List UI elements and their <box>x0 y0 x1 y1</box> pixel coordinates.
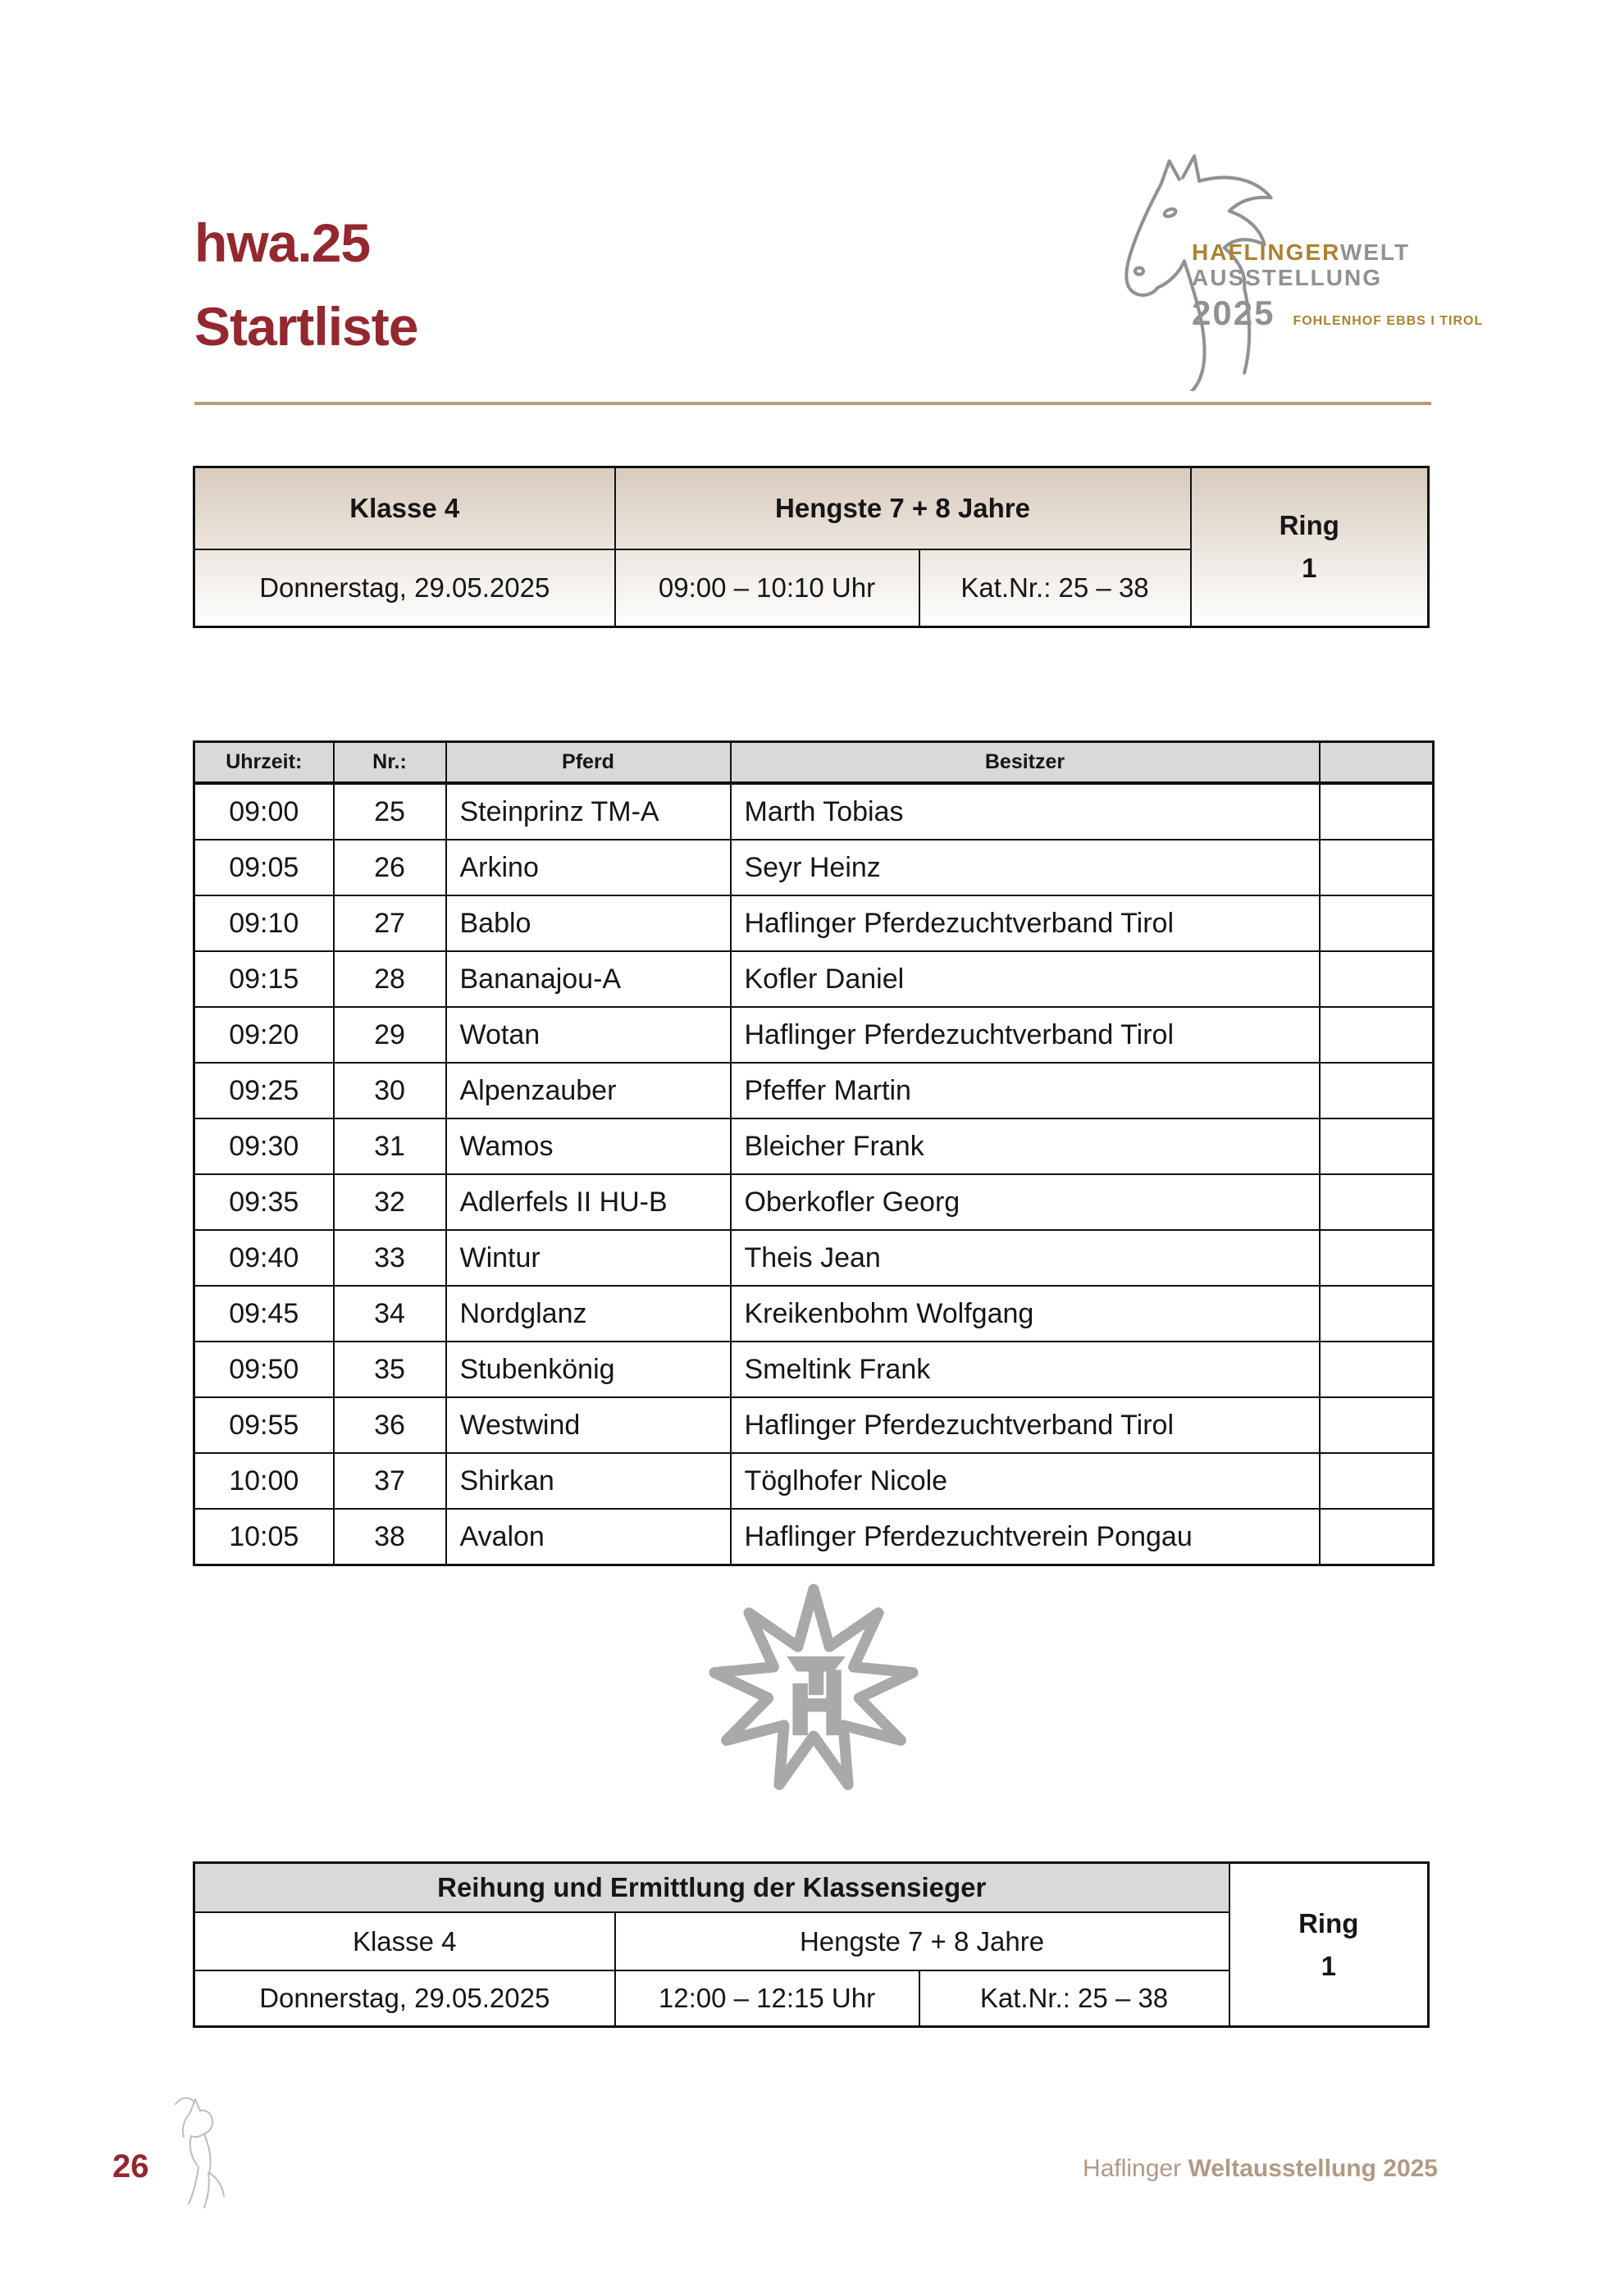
horse-name: Bablo <box>446 895 731 951</box>
logo-word-ausstellung: AUSSTELLUNG <box>1192 265 1382 290</box>
table-row <box>194 1230 1434 1286</box>
catalog-number: 26 <box>334 840 446 895</box>
horse-name: Stubenkönig <box>446 1342 731 1397</box>
ring-cell <box>1191 467 1429 627</box>
footer-brand-normal: Haflinger <box>1083 2155 1182 2182</box>
horse-name: Shirkan <box>446 1453 731 1509</box>
ranking-class-label: Klasse 4 <box>194 1912 615 1970</box>
table-row <box>194 1063 1434 1118</box>
notes-cell <box>1320 1509 1434 1565</box>
start-time: 09:05 <box>194 840 334 895</box>
start-time: 09:50 <box>194 1342 334 1397</box>
catalog-number: 32 <box>334 1174 446 1230</box>
col-header-time: Uhrzeit: <box>194 742 334 784</box>
notes-cell <box>1320 1286 1434 1342</box>
ranking-table <box>193 1861 1430 2028</box>
owner-name: Töglhofer Nicole <box>731 1453 1320 1509</box>
table-row <box>194 1453 1434 1509</box>
catalog-number: 30 <box>334 1063 446 1118</box>
table-row <box>194 1509 1434 1565</box>
catalog-number: 25 <box>334 783 446 840</box>
catalog-number: 34 <box>334 1286 446 1342</box>
catalog-number: 36 <box>334 1397 446 1453</box>
col-header-owner: Besitzer <box>731 742 1320 784</box>
table-row <box>194 840 1434 895</box>
notes-cell <box>1320 1397 1434 1453</box>
col-header-horse: Pferd <box>446 742 731 784</box>
notes-cell <box>1320 951 1434 1007</box>
footer-brand-bold: Weltausstellung 2025 <box>1188 2155 1438 2182</box>
logo-word-haflinger: HAFLINGER <box>1192 239 1340 265</box>
notes-cell <box>1320 1230 1434 1286</box>
notes-cell <box>1320 1063 1434 1118</box>
edelweiss-brand-watermark-icon <box>707 1581 920 1801</box>
event-logo <box>1087 141 1484 391</box>
owner-name: Kreikenbohm Wolfgang <box>731 1286 1320 1342</box>
logo-venue: FOHLENHOF EBBS I TIROL <box>1293 314 1484 328</box>
owner-name: Marth Tobias <box>731 783 1320 840</box>
ranking-date: Donnerstag, 29.05.2025 <box>194 1970 615 2027</box>
notes-cell <box>1320 1007 1434 1063</box>
page-title-line2: Startliste <box>194 296 418 357</box>
footer-brand <box>1083 2155 1438 2183</box>
start-time: 09:40 <box>194 1230 334 1286</box>
ring-label: Ring <box>1279 510 1339 540</box>
logo-wordmark <box>1192 239 1483 333</box>
startlist-header-row <box>194 742 1434 784</box>
start-time: 09:10 <box>194 895 334 951</box>
owner-name: Haflinger Pferdezuchtverband Tirol <box>731 895 1320 951</box>
page-title <box>194 201 417 368</box>
col-header-nr: Nr.: <box>334 742 446 784</box>
logo-word-welt: WELT <box>1339 239 1411 265</box>
horse-name: Wintur <box>446 1230 731 1286</box>
logo-year: 2025 <box>1192 294 1275 332</box>
table-row <box>194 1342 1434 1397</box>
horse-name: Nordglanz <box>446 1286 731 1342</box>
catalog-number: 29 <box>334 1007 446 1063</box>
start-time: 09:15 <box>194 951 334 1007</box>
ranking-title: Reihung und Ermittlung der Klassensieger <box>194 1863 1229 1913</box>
horse-name: Avalon <box>446 1509 731 1565</box>
owner-name: Oberkofler Georg <box>731 1174 1320 1230</box>
start-time: 09:20 <box>194 1007 334 1063</box>
notes-cell <box>1320 1174 1434 1230</box>
page-number: 26 <box>112 2148 149 2184</box>
notes-cell <box>1320 1453 1434 1509</box>
ranking-ring-cell <box>1229 1863 1429 2027</box>
table-row <box>194 1174 1434 1230</box>
ring-label: Ring <box>1298 1907 1359 1938</box>
notes-cell <box>1320 783 1434 840</box>
start-time: 10:05 <box>194 1509 334 1565</box>
start-time: 09:00 <box>194 783 334 840</box>
owner-name: Haflinger Pferdezuchtverband Tirol <box>731 1397 1320 1453</box>
ring-number: 1 <box>1321 1950 1336 1981</box>
catalog-number: 38 <box>334 1509 446 1565</box>
ranking-katnr: Kat.Nr.: 25 – 38 <box>919 1970 1229 2027</box>
start-time: 09:55 <box>194 1397 334 1453</box>
catalog-number: 37 <box>334 1453 446 1509</box>
horse-name: Westwind <box>446 1397 731 1453</box>
th-monogram <box>787 1656 846 1735</box>
session-date: Donnerstag, 29.05.2025 <box>194 549 615 627</box>
notes-cell <box>1320 895 1434 951</box>
horse-name: Wamos <box>446 1118 731 1174</box>
start-time: 10:00 <box>194 1453 334 1509</box>
class-label: Klasse 4 <box>194 467 615 550</box>
session-katnr: Kat.Nr.: 25 – 38 <box>919 549 1191 627</box>
owner-name: Haflinger Pferdezuchtverband Tirol <box>731 1007 1320 1063</box>
horse-name: Bananajou-A <box>446 951 731 1007</box>
catalog-number: 31 <box>334 1118 446 1174</box>
start-time: 09:30 <box>194 1118 334 1174</box>
catalog-number: 28 <box>334 951 446 1007</box>
table-row <box>194 895 1434 951</box>
catalog-number: 33 <box>334 1230 446 1286</box>
session-time: 09:00 – 10:10 Uhr <box>615 549 919 627</box>
table-row <box>194 783 1434 840</box>
table-row <box>194 1286 1434 1342</box>
group-label: Hengste 7 + 8 Jahre <box>615 467 1191 550</box>
owner-name: Smeltink Frank <box>731 1342 1320 1397</box>
ring-number: 1 <box>1302 553 1317 583</box>
catalog-number: 27 <box>334 895 446 951</box>
owner-name: Seyr Heinz <box>731 840 1320 895</box>
owner-name: Haflinger Pferdezuchtverein Pongau <box>731 1509 1320 1565</box>
ranking-group-label: Hengste 7 + 8 Jahre <box>615 1912 1229 1970</box>
notes-cell <box>1320 1342 1434 1397</box>
start-time: 09:25 <box>194 1063 334 1118</box>
start-time: 09:45 <box>194 1286 334 1342</box>
horse-sketch-icon <box>157 2091 239 2214</box>
owner-name: Pfeffer Martin <box>731 1063 1320 1118</box>
horse-name: Wotan <box>446 1007 731 1063</box>
horse-name: Alpenzauber <box>446 1063 731 1118</box>
table-row <box>194 1007 1434 1063</box>
session-header-table <box>193 466 1430 628</box>
notes-cell <box>1320 840 1434 895</box>
page-title-line1: hwa.25 <box>194 212 371 273</box>
col-header-notes <box>1320 742 1434 784</box>
startlist-table <box>193 740 1435 1566</box>
title-divider <box>194 402 1431 405</box>
owner-name: Kofler Daniel <box>731 951 1320 1007</box>
owner-name: Theis Jean <box>731 1230 1320 1286</box>
horse-name: Arkino <box>446 840 731 895</box>
notes-cell <box>1320 1118 1434 1174</box>
horse-name: Steinprinz TM-A <box>446 783 731 840</box>
start-time: 09:35 <box>194 1174 334 1230</box>
horse-name: Adlerfels II HU-B <box>446 1174 731 1230</box>
ranking-time: 12:00 – 12:15 Uhr <box>615 1970 919 2027</box>
catalog-number: 35 <box>334 1342 446 1397</box>
table-row <box>194 951 1434 1007</box>
owner-name: Bleicher Frank <box>731 1118 1320 1174</box>
table-row <box>194 1118 1434 1174</box>
table-row <box>194 1397 1434 1453</box>
